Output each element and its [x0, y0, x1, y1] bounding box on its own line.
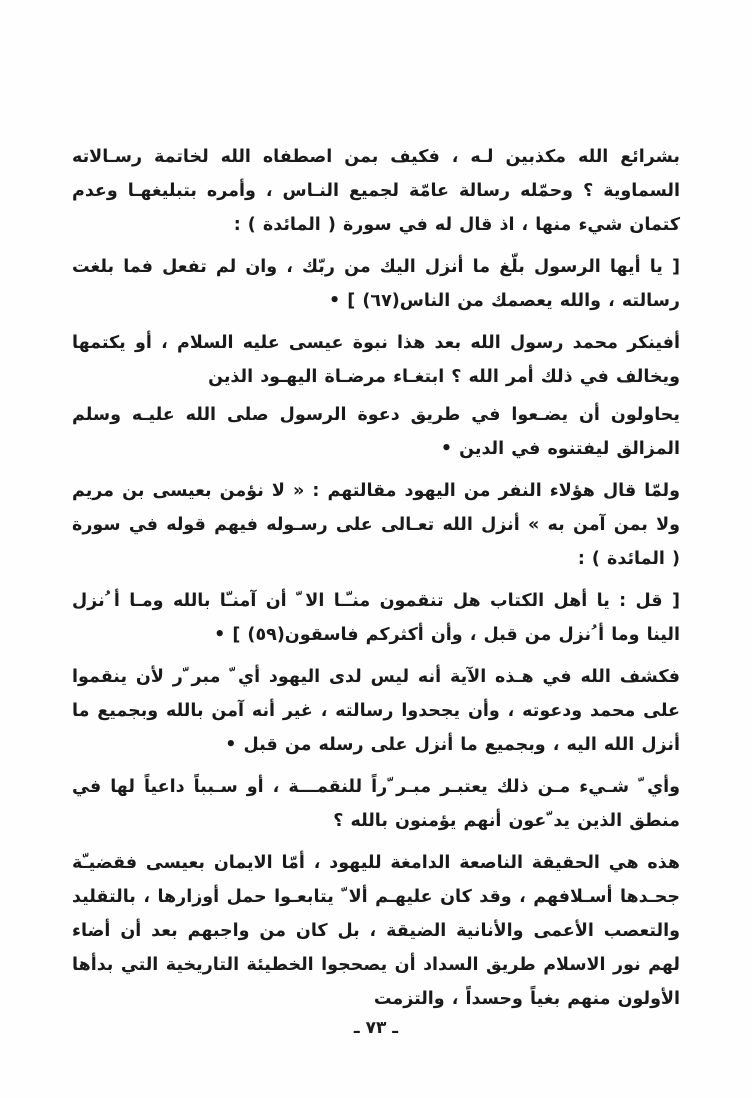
paragraph: هذه هي الحقيقة الناصعة الدامغة لليهود ، أمّا الايمان بعيسى فقضيـّة جحـدها أسـلافهم ، وقد كان عليهـم ألا ّ يتابعـوا حمل أوزارها ، بالتقليد والتعصب الأعمى والأنانية الضيقة ، بل كان من واجبهم بعد أن أضاء لهم نور الاسلام طريق السداد أن يصحجوا الخطيئة التاريخية التي بدأها الأولون منهم بغياً وحسداً ، والتزمت — [72, 853, 680, 1009]
paragraph: ولمّا قال هؤلاء النفر من اليهود مقالتهم : « لا نؤمن بعيسى بن مريم ولا بمن آمن به » أنزل الله تعـالى على رسـوله فيهم قوله في سورة ( المائدة ) : — [72, 481, 680, 569]
paragraph: فكشف الله في هـذه الآية أنه ليس لدى اليهود أي ّ مبر ّر لأن ينقموا على محمد ودعوته ، وأن يجحدوا رسالته ، غير أنه آمن بالله وبجميع ما أنزل الله اليه ، وبجميع ما أنزل على رسله من قبل • — [72, 667, 680, 755]
paragraph: أفينكر محمد رسول الله بعد هذا نبوة عيسى عليه السلام ، أو يكتمها ويخالف في ذلك أمر الله ؟ ابتغـاء مرضـاة اليهـود الذين — [72, 333, 680, 387]
page-number: ـ ٧٣ ـ — [353, 1018, 399, 1038]
page-body-text — [72, 140, 680, 1024]
paragraph: وأي ّ شـيء مـن ذلك يعتبـر مبـر ّراً للنقمـــة ، أو سـبباً داعياً لها في منطق الذين يد ّعون أنهم يؤمنون بالله ؟ — [72, 777, 680, 831]
paragraph: يحاولون أن يضـعوا في طريق دعوة الرسول صلى الله عليـه وسلم المزالق ليفتنوه في الدين • — [72, 405, 680, 459]
quran-quote: [ يا أيها الرسول بلّغ ما أنزل اليك من ربّك ، وان لم تفعل فما بلغت رسالته ، والله يعصمك من الناس(٦٧) ] • — [72, 257, 680, 311]
paragraph: بشرائع الله مكذبين لـه ، فكيف بمن اصطفاه الله لخاتمة رسـالاته السماوية ؟ وحمّله رسالة عامّة لجميع النـاس ، وأمره بتبليغهـا وعدم كتمان شيء منها ، اذ قال له في سورة ( المائدة ) : — [72, 147, 680, 235]
quran-quote: [ قل : يا أهل الكتاب هل تنقمون منـّـا الا ّ أن آمنـّا بالله ومـا أ ُنزل الينا وما أ ُنزل من قبل ، وأن أكثركم فاسقون(٥٩) ] • — [72, 591, 680, 645]
